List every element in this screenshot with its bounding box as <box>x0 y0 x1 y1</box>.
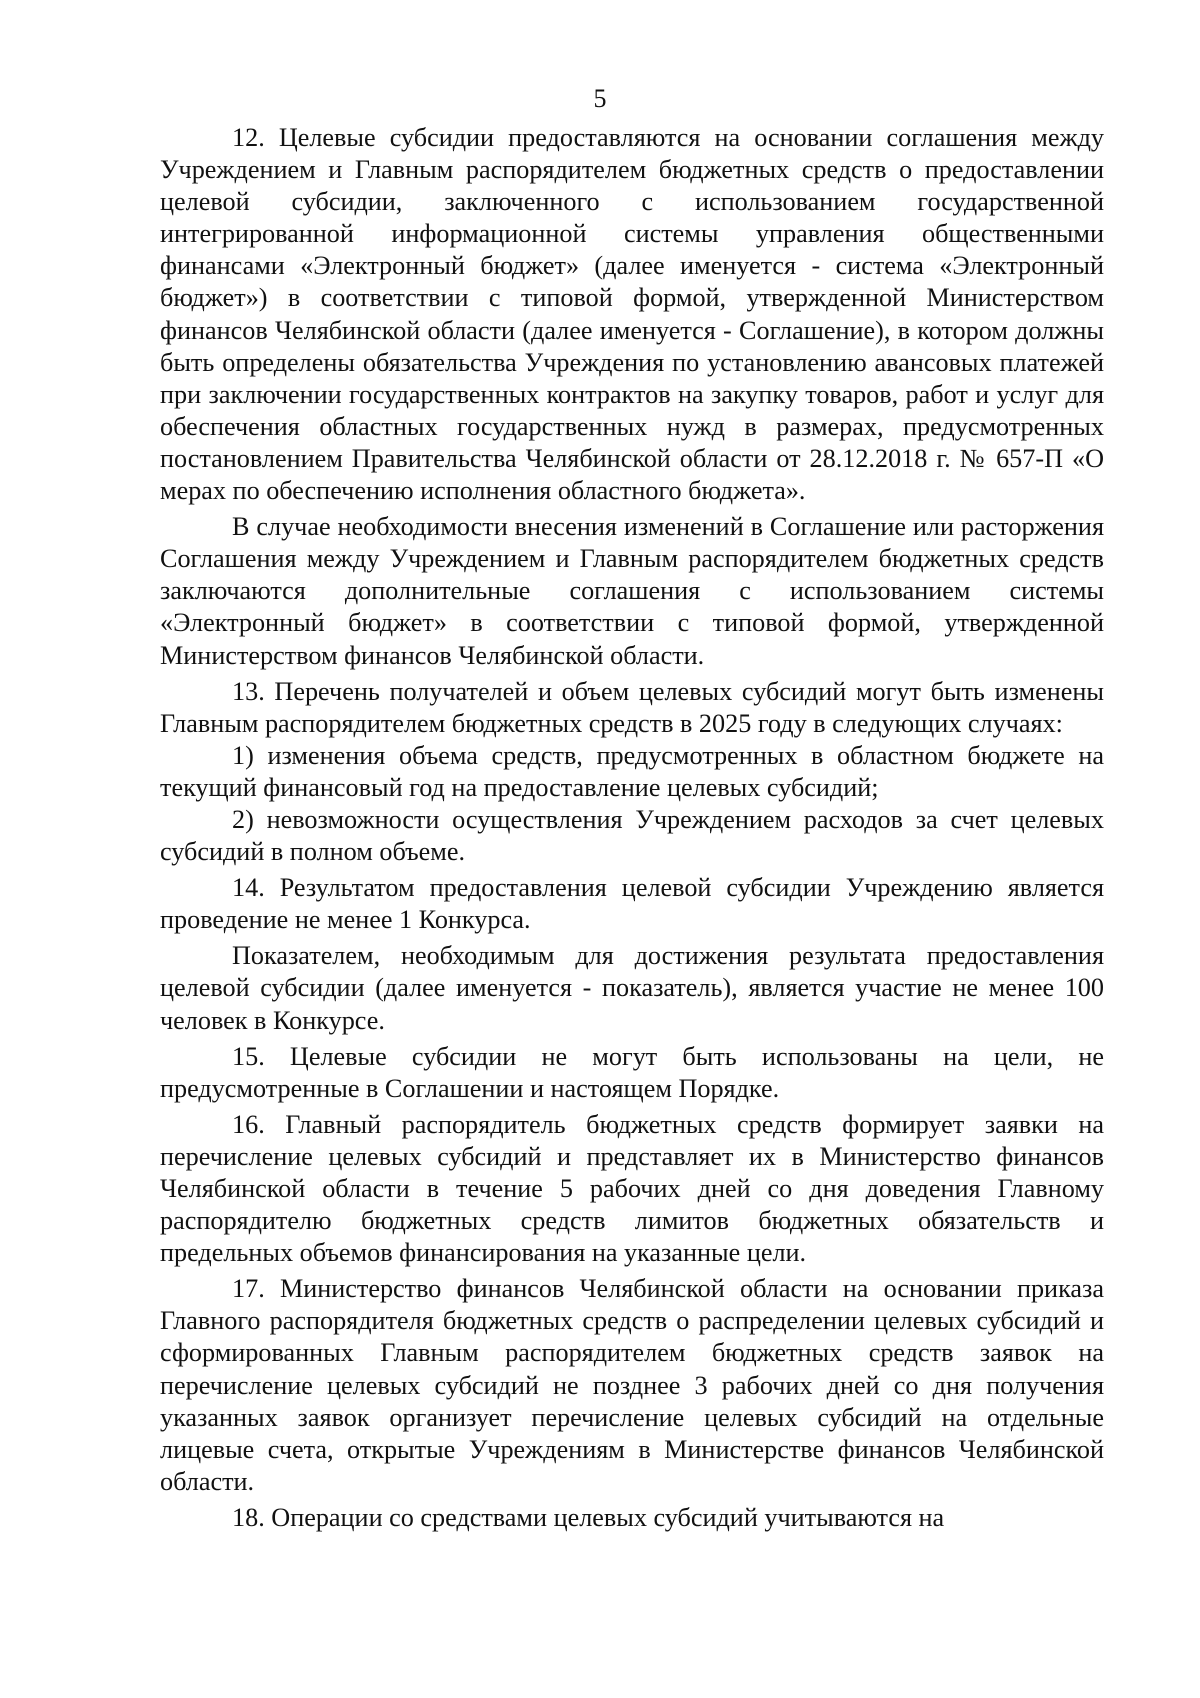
paragraph-16: 16. Главный распорядитель бюджетных средств формирует заявки на перечисление целевых субсидий и представляет их в Министерство финансов Челябинской области в течение 5 рабочих дней со дня доведения Главному распорядителю бюджетных средств лимитов бюджетных обязательств и предельных объемов финансирования на указанные цели. <box>160 1109 1104 1268</box>
paragraph-12: 12. Целевые субсидии предоставляются на основании соглашения между Учреждением и Главным распорядителем бюджетных средств о предоставлении целевой субсидии, заключенного с использованием государственной интегрированной информационной системы управления общественными финансами «Электронный бюджет» (далее именуется - система «Электронный бюджет») в соответствии с типовой формой, утвержденной Министерством финансов Челябинской области (далее именуется - Соглашение), в котором должны быть определены обязательства Учреждения по установлению авансовых платежей при заключении государственных контрактов на закупку товаров, работ и услуг для обеспечения областных государственных нужд в размерах, предусмотренных постановлением Правительства Челябинской области от 28.12.2018 г. № 657-П «О мерах по обеспечению исполнения областного бюджета». <box>160 123 1104 506</box>
paragraph-13: 13. Перечень получателей и объем целевых субсидий могут быть изменены Главным распорядителем бюджетных средств в 2025 году в следующих случаях: <box>160 676 1104 738</box>
paragraph-12-amendments: В случае необходимости внесения изменений в Соглашение или расторжения Соглашения между Учреждением и Главным распорядителем бюджетных средств заключаются дополнительные соглашения с использованием системы «Электронный бюджет» в соответствии с типовой формой, утвержденной Министерством финансов Челябинской области. <box>160 512 1104 670</box>
paragraph-14-indicator: Показателем, необходимым для достижения результата предоставления целевой субсидии (далее именуется - показатель), является участие не менее 100 человек в Конкурсе. <box>160 941 1104 1035</box>
paragraph-13-item-2: 2) невозможности осуществления Учреждением расходов за счет целевых субсидий в полном объеме. <box>160 804 1104 867</box>
paragraph-15: 15. Целевые субсидии не могут быть использованы на цели, не предусмотренные в Соглашении и настоящем Порядке. <box>160 1041 1104 1103</box>
paragraph-13-item-1: 1) изменения объема средств, предусмотренных в областном бюджете на текущий финансовый год на предоставление целевых субсидий; <box>160 740 1104 802</box>
page-number: 5 <box>593 84 607 113</box>
paragraph-18: 18. Операции со средствами целевых субсидий учитываются на <box>232 1502 945 1532</box>
document-body <box>160 122 1104 1534</box>
paragraph-14: 14. Результатом предоставления целевой субсидии Учреждению является проведение не менее 1 Конкурса. <box>160 873 1104 935</box>
paragraph-17: 17. Министерство финансов Челябинской области на основании приказа Главного распорядителя бюджетных средств о распределении целевых субсидий и сформированных Главным распорядителем бюджетных средств заявок на перечисление целевых субсидий не позднее 3 рабочих дней со дня получения указанных заявок организует перечисление целевых субсидий на отдельные лицевые счета, открытые Учреждениям в Министерстве финансов Челябинской области. <box>160 1274 1104 1496</box>
